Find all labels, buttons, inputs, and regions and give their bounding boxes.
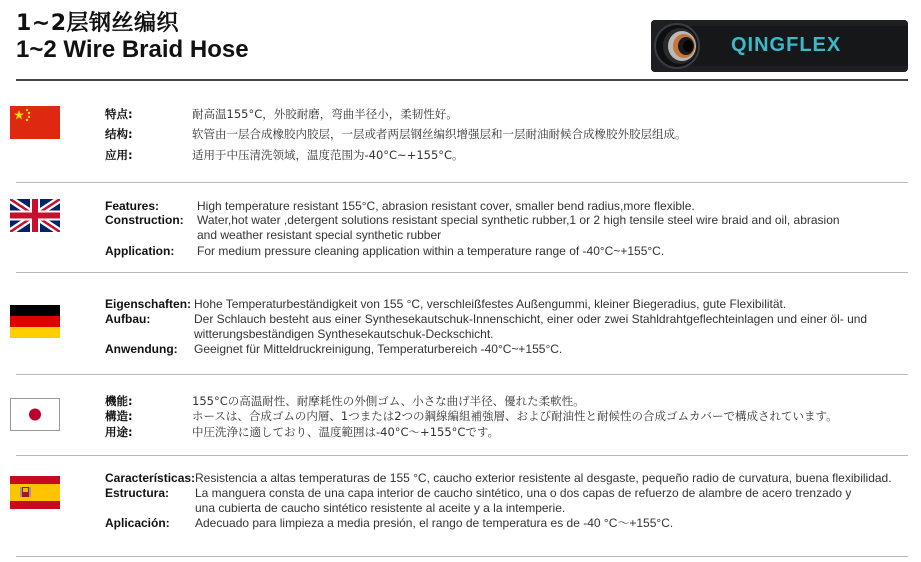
zh-features-row	[105, 107, 458, 122]
hose-product-image	[651, 20, 908, 72]
de-features-text: Hohe Temperaturbeständigkeit von 155 °C, verschleißfestes Außengummi, kleiner Biegeradius, gute Flexibilität.	[194, 297, 787, 311]
en-construction-row	[105, 213, 840, 228]
es-construction-text: La manguera consta de una capa interior de caucho sintético, una o dos capas de refuerzo de alambre de acero trenzado y	[195, 486, 852, 500]
zh-construction-row	[105, 127, 687, 142]
ja-construction-row	[105, 409, 838, 424]
de-features-row	[105, 297, 786, 312]
section-divider	[16, 272, 908, 273]
en-application-row	[105, 244, 664, 259]
china-flag-icon	[10, 106, 60, 139]
de-construction-row	[105, 312, 867, 327]
zh-construction-label: 结构:	[105, 127, 133, 141]
page-title-english: 1~2 Wire Braid Hose	[16, 36, 249, 63]
en-construction-row-continued	[197, 228, 441, 243]
en-construction-text-2: and weather resistant special synthetic rubber	[197, 228, 442, 242]
en-features-row	[105, 199, 695, 214]
ja-features-text: 155°Cの高温耐性、耐摩耗性の外側ゴム、小さな曲げ半径、優れた柔軟性。	[192, 394, 585, 408]
en-features-text: High temperature resistant 155°C, abrasion resistant cover, smaller bend radius,more flexible.	[197, 199, 695, 213]
de-construction-text-2: witterungsbeständigen Synthesekautschuk-Deckschicht.	[194, 327, 494, 341]
en-application-label: Application:	[105, 244, 175, 258]
es-features-label: Características:	[105, 471, 196, 485]
es-construction-text-2: una cubierta de caucho sintético resistente al aceite y a la intemperie.	[195, 501, 566, 515]
ja-application-row	[105, 425, 499, 440]
ja-features-row	[105, 394, 585, 409]
es-construction-row-continued	[195, 501, 565, 516]
zh-application-text: 适用于中压清洗领域，温度范围为-40°C~+155°C。	[192, 148, 464, 162]
es-features-row	[105, 471, 892, 486]
spain-flag-icon	[10, 476, 60, 509]
de-application-label: Anwendung:	[105, 342, 178, 356]
ja-construction-label: 構造:	[105, 409, 133, 423]
section-divider	[16, 182, 908, 183]
en-application-text: For medium pressure cleaning application within a temperature range of -40°C~+155°C.	[197, 244, 665, 258]
de-construction-label: Aufbau:	[105, 312, 151, 326]
de-application-row	[105, 342, 562, 357]
ja-application-label: 用途:	[105, 425, 133, 439]
page-title-chinese: 1~2层钢丝编织	[16, 11, 180, 36]
en-construction-label: Construction:	[105, 213, 184, 227]
es-application-label: Aplicación:	[105, 516, 170, 530]
japan-flag-icon	[10, 398, 60, 431]
zh-features-label: 特点:	[105, 107, 133, 121]
ja-application-text: 中圧洗浄に適しており、温度範囲は-40°C～+155°Cです。	[192, 425, 500, 439]
zh-construction-text: 软管由一层合成橡胶内胶层，一层或者两层钢丝编织增强层和一层耐油耐候合成橡胶外胶层组成。	[192, 127, 687, 141]
en-features-label: Features:	[105, 199, 160, 213]
section-divider	[16, 455, 908, 456]
de-construction-text: Der Schlauch besteht aus einer Synthesekautschuk-Innenschicht, einer oder zwei Stahldrahtgeflechteinlagen und einer öl- und	[194, 312, 868, 326]
es-construction-row	[105, 486, 851, 501]
de-application-text: Geeignet für Mitteldruckreinigung, Temperaturbereich -40°C~+155°C.	[194, 342, 563, 356]
ja-features-label: 機能:	[105, 394, 133, 408]
de-features-label: Eigenschaften:	[105, 297, 192, 311]
brand-logo: QINGFLEX	[731, 34, 842, 56]
uk-flag-icon	[10, 199, 60, 232]
section-divider	[16, 556, 908, 557]
en-construction-text: Water,hot water ,detergent solutions resistant special synthetic rubber,1 or 2 high tensile steel wire braid and oil, abrasion	[197, 213, 840, 227]
es-application-row	[105, 516, 673, 531]
zh-application-label: 应用:	[105, 148, 133, 162]
header-divider	[16, 79, 908, 81]
germany-flag-icon	[10, 305, 60, 338]
zh-features-text: 耐高温155°C，外胶耐磨，弯曲半径小，柔韧性好。	[192, 107, 458, 121]
es-features-text: Resistencia a altas temperaturas de 155 °C, caucho exterior resistente al desgaste, pequeño radio de curvatura, buena flexibilidad.	[195, 471, 892, 485]
zh-application-row	[105, 148, 464, 163]
section-divider	[16, 374, 908, 375]
de-construction-row-continued	[194, 327, 494, 342]
ja-construction-text: ホースは、合成ゴムの内層、1つまたは2つの鋼線編組補強層、および耐油性と耐候性の合成ゴムカバーで構成されています。	[192, 409, 838, 423]
es-construction-label: Estructura:	[105, 486, 170, 500]
es-application-text: Adecuado para limpieza a media presión, el rango de temperatura es de -40 °C～+155°C.	[195, 516, 674, 530]
